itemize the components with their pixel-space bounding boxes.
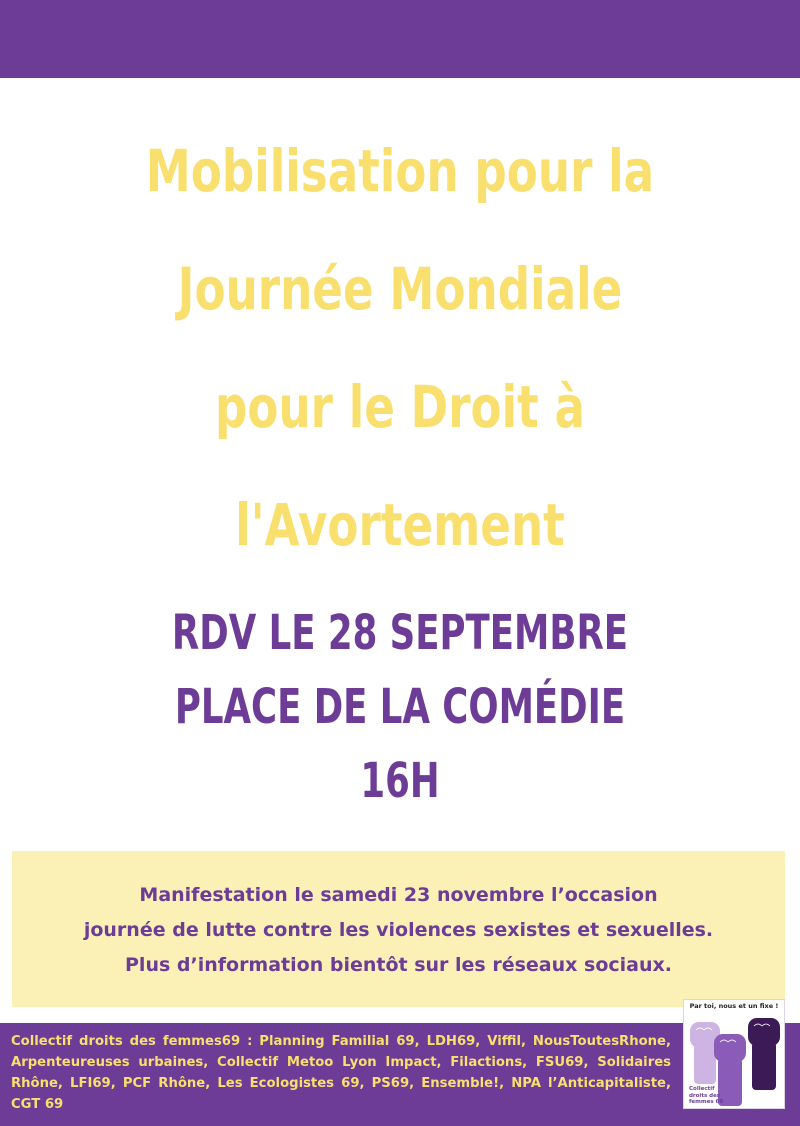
logo-caption-line: femmes 69: [689, 1099, 724, 1105]
event-time: 16H: [360, 753, 440, 809]
title-line: Journée Mondiale: [177, 255, 623, 323]
event-place: PLACE DE LA COMÉDIE: [174, 679, 626, 735]
info-line: Plus d’information bientôt sur les réseaux sociaux.: [125, 953, 672, 976]
logo-slogan: Par toi, nous et un fixe !: [689, 1002, 779, 1010]
info-line: Manifestation le samedi 23 novembre l’occasion: [139, 883, 658, 906]
event-date: RDV LE 28 SEPTEMBRE: [171, 605, 629, 661]
logo-caption-line: droits des: [689, 1092, 721, 1099]
top-banner: [0, 0, 800, 78]
event-details: [104, 596, 696, 818]
title-line: l'Avortement: [235, 491, 565, 559]
collective-logo: [683, 999, 785, 1109]
info-line: journée de lutte contre les violences sexistes et sexuelles.: [83, 918, 714, 941]
title-line: pour le Droit à: [214, 373, 586, 441]
poster-title: [88, 112, 712, 584]
title-line: Mobilisation pour la: [145, 137, 655, 205]
footer-organizations: Collectif droits des femmes69 : Planning Familial 69, LDH69, Viffil, NousToutesRhone, Arpenteureuses urbaines, Collectif Metoo Lyon Impact, Filactions, FSU69, Solidaires Rhône, LFI69, PCF Rhône, Les Ecologistes 69, PS69, Ensemble!, NPA l’Anticapitaliste, CGT 69: [11, 1034, 671, 1112]
logo-caption: [689, 1086, 739, 1106]
info-box: [12, 851, 785, 1007]
logo-caption-line: Collectif: [689, 1086, 715, 1092]
